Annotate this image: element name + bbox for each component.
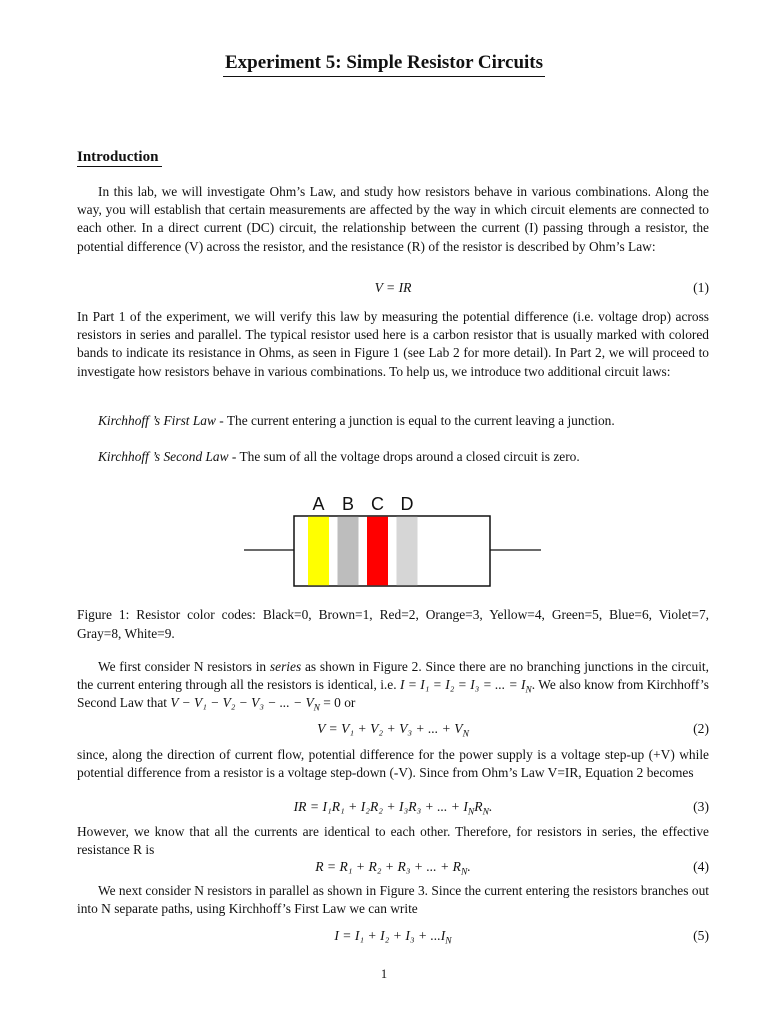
band-label-d: D [400, 494, 414, 514]
intro-paragraph-2: In Part 1 of the experiment, we will verify this law by measuring the potential difference (i.e. voltage drop) across resistors in series and parallel. The typical resistor used here is a carbon resistor that is usually marked with colored bands to indicate its resistance in Ohms, as seen in Figure 1 (see Lab 2 for more detail). In Part 2, we will proceed to investigate how resistors behave in various combinations. To help us, we introduce two additional circuit laws: [77, 309, 709, 379]
intro-paragraph-1: In this lab, we will investigate Ohm’s Law, and study how resistors behave in various combinations. Along the way, you will establish that certain measurements are affected by the way in which circuit elements are connected to each other. In a direct current (DC) circuit, the relationship between the current (I) passing through a resistor, the potential difference (V) across the resistor, and the resistance (R) of the resistor is described by Ohm’s Law: [77, 184, 709, 254]
kirchhoff-second-law: Kirchhoff ’s Second Law - The sum of all the voltage drops around a closed circuit is zero. [98, 449, 580, 464]
color-band-d [397, 517, 418, 586]
band-label-c: C [371, 494, 384, 514]
color-band-a [308, 517, 329, 586]
color-band-b [338, 517, 359, 586]
series-paragraph-2: since, along the direction of current flow, potential difference for the power supply is a voltage step-up (+V) while potential difference from a resistor is a voltage step-down (-V). Since from Ohm’s Law V=IR, Equation 2 becomes [77, 747, 709, 781]
parallel-paragraph-1: We next consider N resistors in parallel as shown in Figure 3. Since the current entering the resistors branches out into N separate paths, using Kirchhoff’s First Law we can write [77, 883, 709, 917]
page-number: 1 [380, 967, 388, 981]
color-band-c [367, 517, 388, 586]
resistor-figure [0, 490, 768, 590]
section-heading-introduction: Introduction [77, 149, 162, 166]
document-title: Experiment 5: Simple Resistor Circuits [0, 52, 768, 74]
equation-4: R = R₁ + R₂ + R₃ + ... + $R_N$. (4) [315, 859, 709, 878]
band-label-b: B [341, 494, 355, 514]
kirchhoff-first-law: Kirchhoff ’s First Law - The current entering a junction is equal to the current leaving a junction. [98, 413, 615, 428]
series-paragraph-3: However, we know that all the currents are identical to each other. Therefore, for resistors in series, the effective resistance R is [77, 824, 709, 858]
band-label-a: A [312, 494, 325, 514]
series-paragraph-1: We first consider N resistors in series as shown in Figure 2. Since there are no branching junctions in the circuit, the current entering through all the resistors is identical, i.e. I = I₁ = I₂ = I₃ = ... = $I_N$. We also know from Kirchhoff’s Second Law that V − V₁ − V₂ − V₃ − ... − $V_N = 0$ or [77, 659, 710, 715]
equation-2: V = V₁ + V₂ + V₃ + ... + $V_N$ (2) [317, 721, 709, 740]
equation-3: IR = I₁R₁ + I₂R₂ + I₃R₃ + ... + $I_NR_N$. (3) [293, 799, 709, 818]
figure-1-caption: Figure 1: Resistor color codes: Black=0, Brown=1, Red=2, Orange=3, Yellow=4, Green=5, Blue=6, Violet=7, Gray=8, White=9. [77, 607, 709, 641]
equation-5: $I = I_1 + I_2 + I_3 + ...I_N$ (5) [334, 928, 709, 947]
equation-1: V = IR (1) [374, 280, 709, 295]
